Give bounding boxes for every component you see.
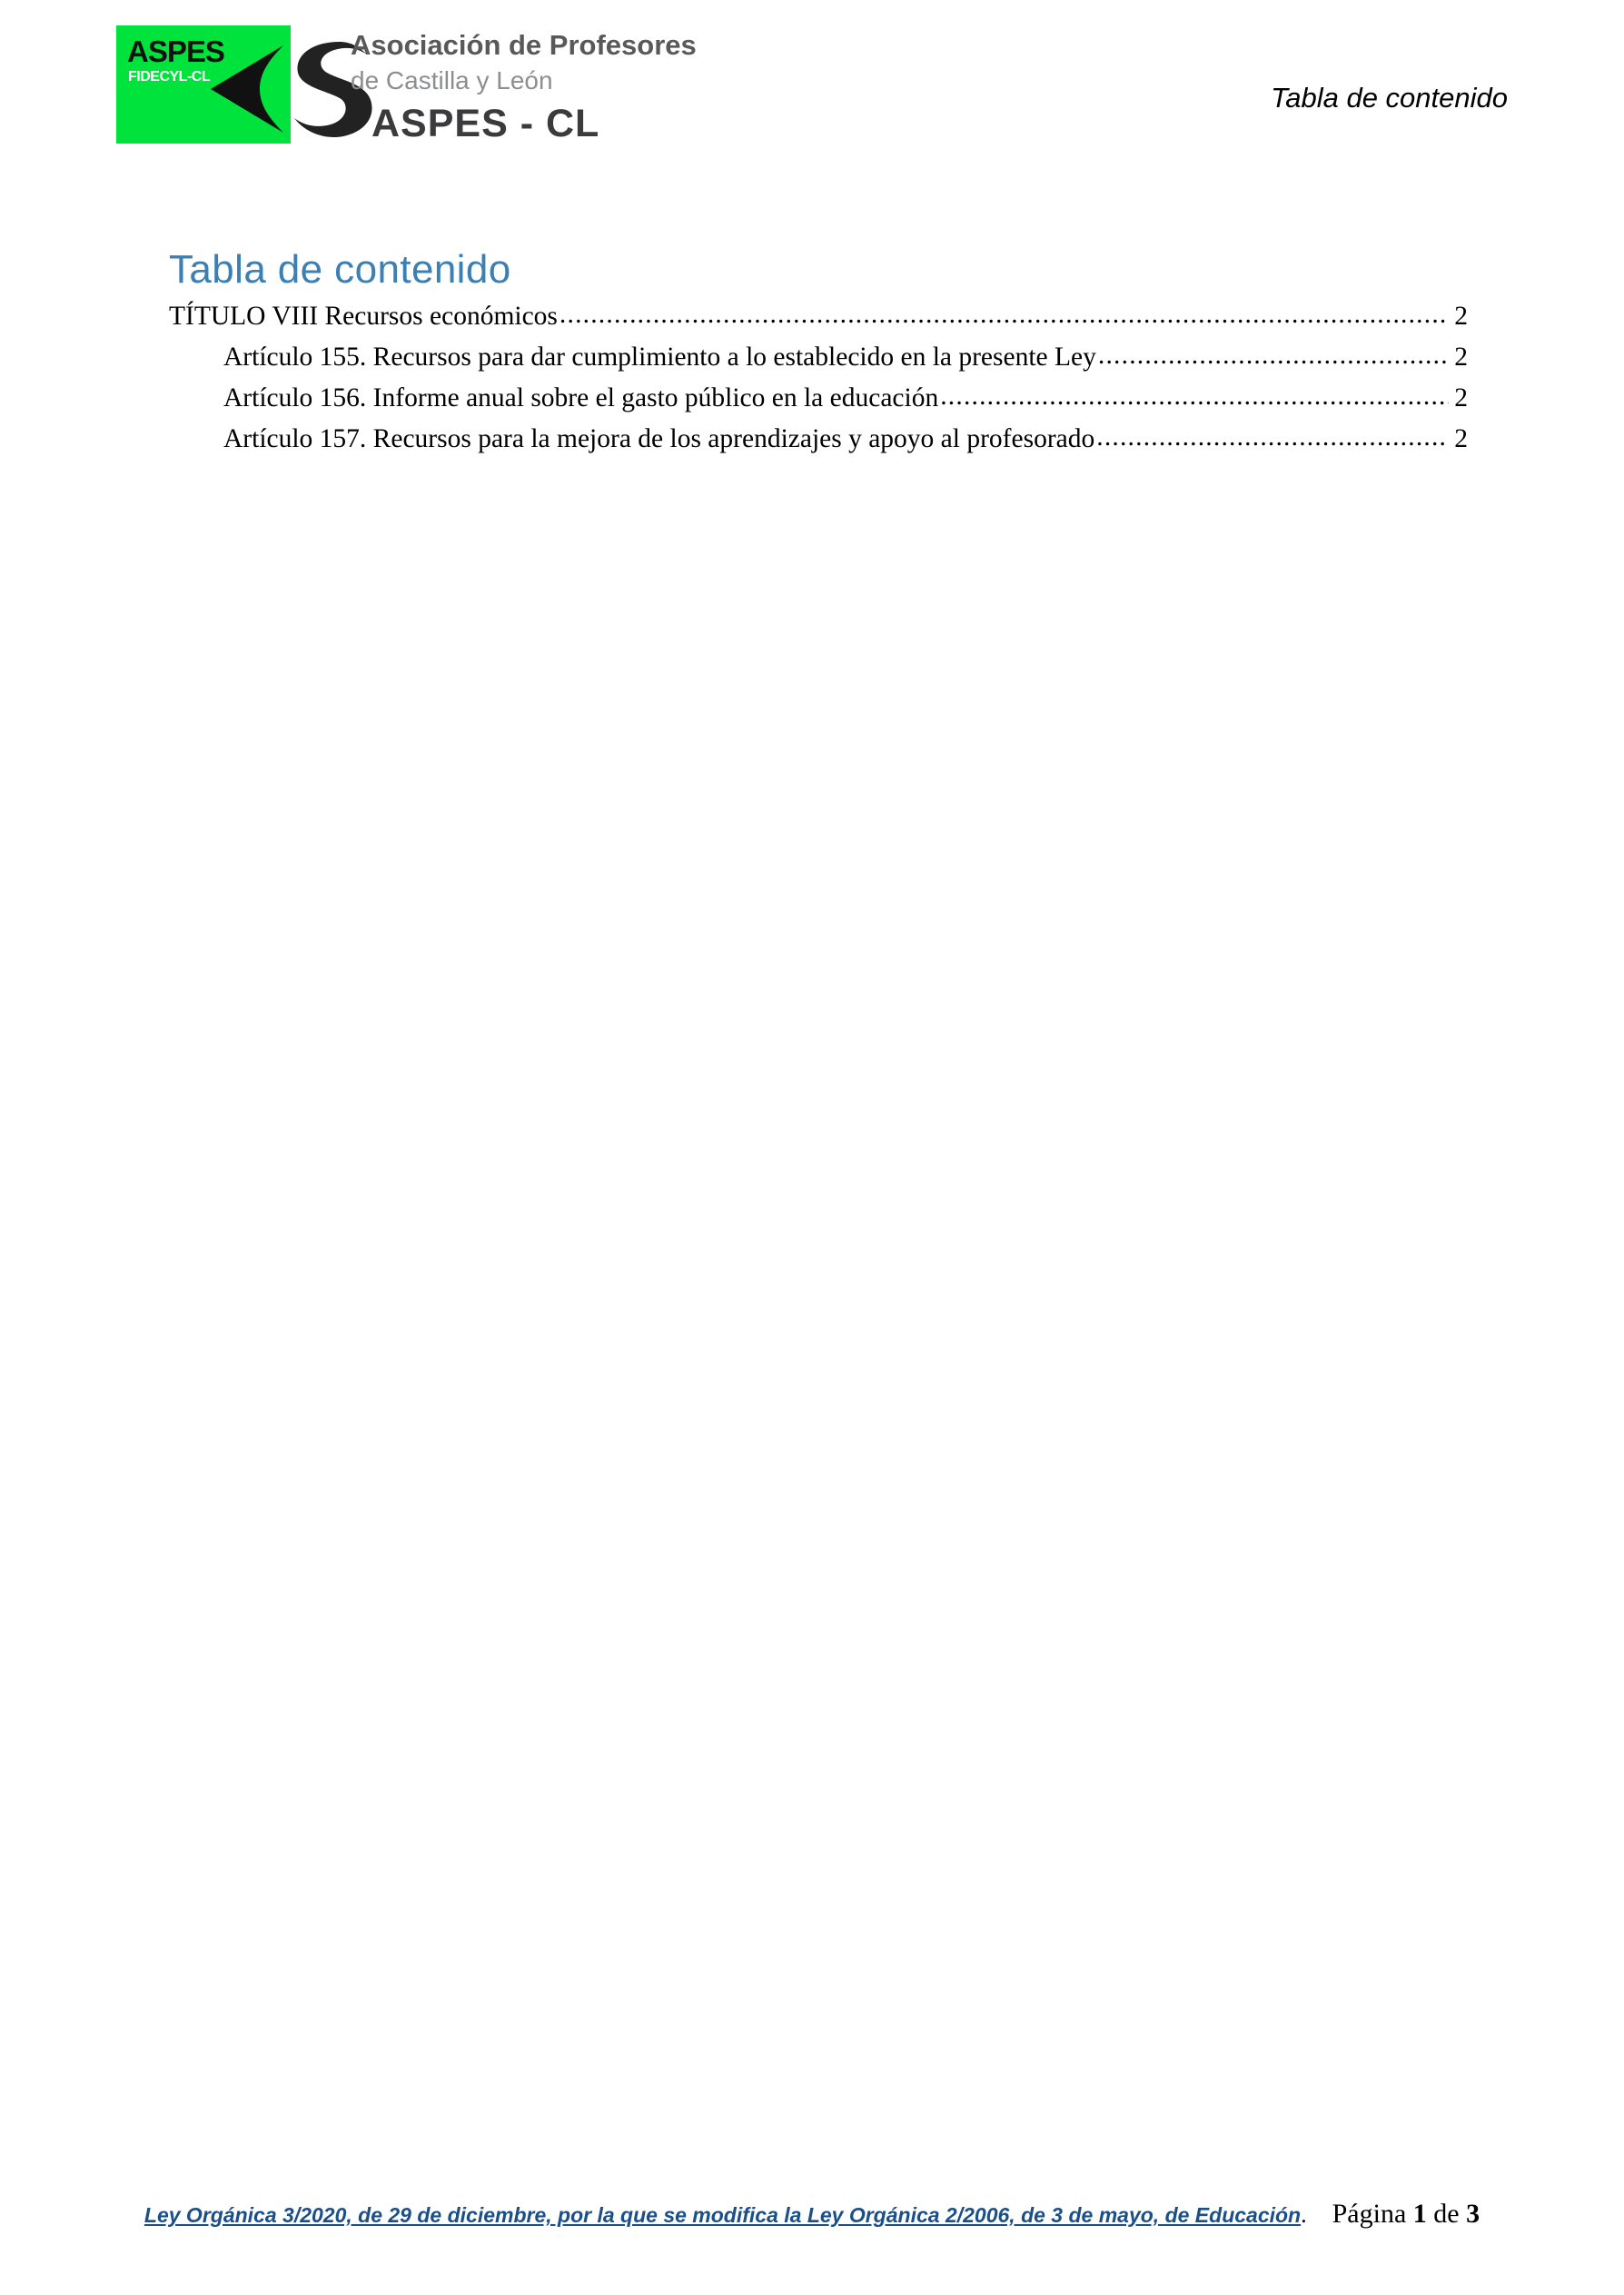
footer-content <box>144 2199 1480 2230</box>
footer-period: . <box>1301 2201 1307 2228</box>
footer-page-of: de <box>1433 2199 1460 2229</box>
footer-page-label: Página <box>1332 2199 1407 2229</box>
toc-entry-page: 2 <box>1454 424 1468 453</box>
toc-entry-label: Artículo 156. Informe anual sobre el gasto público en la educación <box>223 383 939 412</box>
page-header <box>0 0 1624 182</box>
toc-entry-page: 2 <box>1454 383 1468 412</box>
aspes-cl-logo <box>116 20 697 147</box>
toc-entry-label: Artículo 157. Recursos para la mejora de los aprendizajes y apoyo al profesorado <box>223 424 1095 453</box>
toc-entry[interactable] <box>223 424 1468 454</box>
footer-page-number: 1 <box>1412 2199 1427 2229</box>
toc-entry-label: Artículo 155. Recursos para dar cumplimiento a lo establecido en la presente Ley <box>223 343 1096 372</box>
toc-entry[interactable] <box>169 302 1468 332</box>
logo-badge-text: ASPES <box>127 35 224 68</box>
toc-entry[interactable] <box>223 383 1468 413</box>
toc-leader-dots <box>1096 422 1449 452</box>
toc-leader-dots <box>940 382 1449 412</box>
table-of-contents <box>169 302 1468 465</box>
footer-page-indicator <box>1332 2199 1480 2229</box>
toc-entry-label: TÍTULO VIII Recursos económicos <box>169 302 558 331</box>
toc-entry[interactable] <box>223 343 1468 373</box>
toc-leader-dots <box>559 300 1449 330</box>
footer-law-link[interactable]: Ley Orgánica 3/2020, de 29 de diciembre, por la que se modifica la Ley Orgánica 2/2006, de 3 de mayo, de Educación <box>144 2203 1302 2227</box>
toc-leader-dots <box>1098 341 1449 371</box>
footer-page-total: 3 <box>1466 2199 1480 2229</box>
logo-line-2: de Castilla y León <box>351 66 553 94</box>
toc-entry-page: 2 <box>1454 343 1468 372</box>
logo-line-1: Asociación de Profesores <box>351 29 697 61</box>
logo-badge-subtext: FIDECYL-CL <box>128 69 211 84</box>
header-title: Tabla de contenido <box>1271 82 1508 114</box>
toc-heading: Tabla de contenido <box>169 247 511 292</box>
logo-line-3: ASPES - CL <box>371 102 600 145</box>
page-footer <box>0 2199 1624 2230</box>
toc-entry-page: 2 <box>1454 302 1468 331</box>
